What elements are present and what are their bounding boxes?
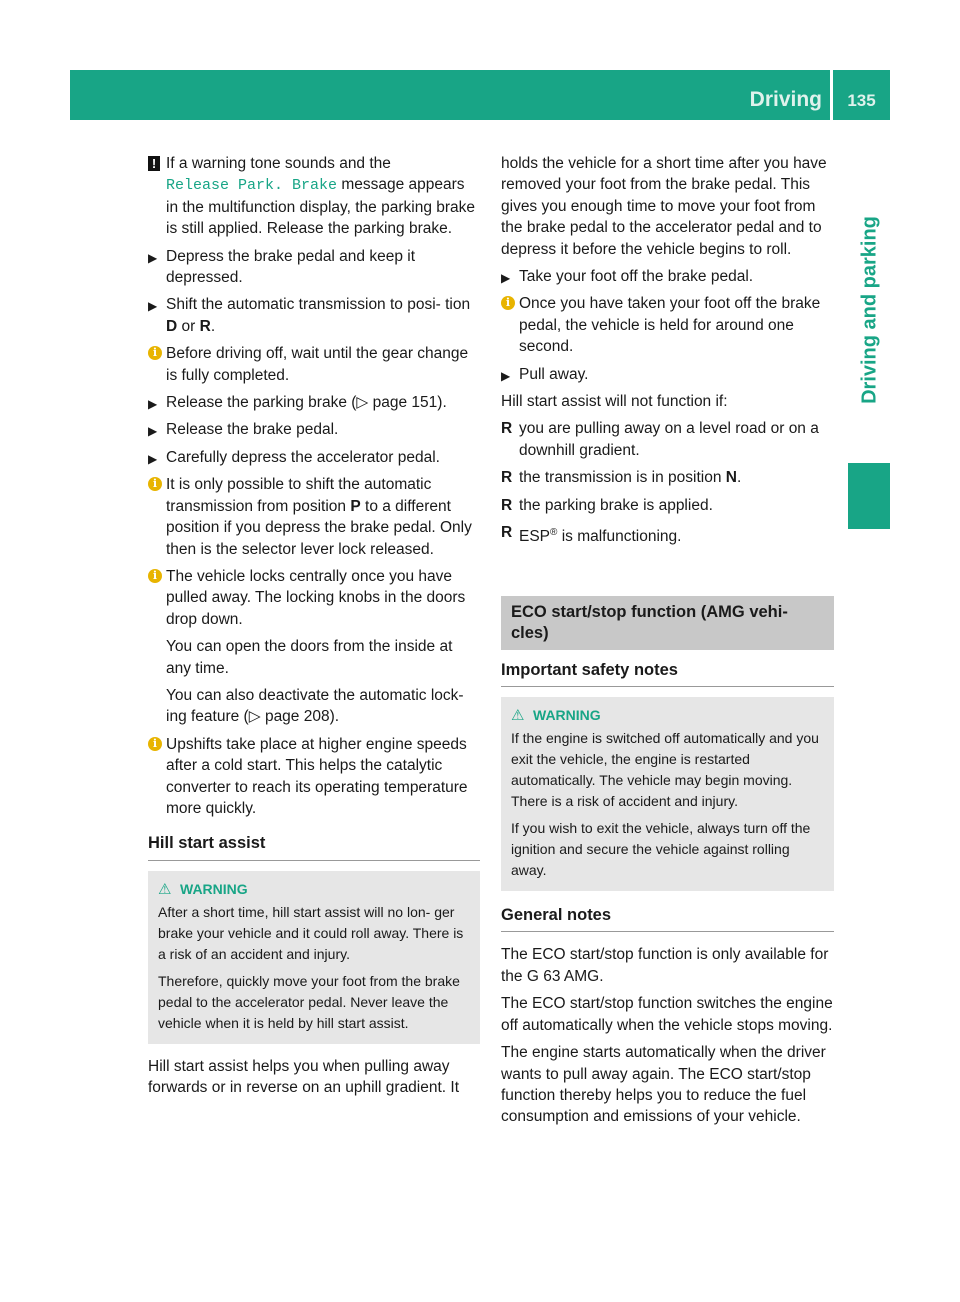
heading-hill-start-assist: Hill start assist <box>148 833 480 860</box>
step: ▶ Release the parking brake (▷ page 151). <box>148 392 480 413</box>
side-tab <box>820 185 920 435</box>
info-icon: i <box>148 346 162 360</box>
bullet-icon: R <box>501 496 513 514</box>
note-warning-tone: ! If a warning tone sounds and the Release Park. Brake message appears in the multifunction display, the parking brake is still applied. Release the parking brake. <box>148 153 480 240</box>
step: ▶ Depress the brake pedal and keep it depressed. <box>148 247 416 287</box>
page-reference[interactable]: ▷ page 151). <box>356 394 447 412</box>
step: ▶ Pull away. <box>501 364 834 385</box>
warning-box: ⚠ WARNING After a short time, hill start assist will no lon- ger brake your vehicle and it could roll away. There is a risk of an accident and injury. Therefore, quickly move your foot from the brake pedal to the accelerator pedal. Never leave the vehicle when it is held by hill start assist. <box>148 871 480 1044</box>
step-arrow-icon: ▶ <box>148 424 158 439</box>
info-icon: i <box>501 296 515 310</box>
page-number: 135 <box>847 91 876 110</box>
info-note: i It is only possible to shift the automatic transmission from position P to a different position if you depress the brake pedal. Only then is the selector lever lock released. <box>148 474 480 560</box>
step: ▶ Carefully depress the accelerator pedal. <box>148 447 480 468</box>
step-arrow-icon: ▶ <box>501 271 511 286</box>
heading-eco-start-stop: ECO start/stop function (AMG vehi- cles) <box>501 596 834 650</box>
bullet-item: R the parking brake is applied. <box>501 495 834 516</box>
left-column <box>148 153 480 1105</box>
step: ▶ Release the brake pedal. <box>148 419 480 440</box>
step-arrow-icon: ▶ <box>501 368 511 383</box>
heading-safety-notes: Important safety notes <box>501 660 834 687</box>
display-message: Release Park. Brake <box>166 177 338 195</box>
warning-triangle-icon: ⚠ <box>511 707 525 725</box>
bullet-icon: R <box>501 524 513 542</box>
info-note: i Before driving off, wait until the gear change is fully completed. <box>148 343 480 386</box>
step-arrow-icon: ▶ <box>148 451 158 466</box>
body-text: Hill start assist will not function if: <box>501 393 728 411</box>
info-note: i The vehicle locks centrally once you have pulled away. The locking knobs in the doors drop down. You can open the doors from the inside at any time. You can also deactivate the automatic lock- ing feature (▷ page 208). <box>148 566 480 728</box>
step-arrow-icon: ▶ <box>148 397 158 412</box>
exclamation-icon: ! <box>148 156 160 171</box>
bullet-icon: R <box>501 420 513 438</box>
page-reference[interactable]: ▷ page 208). <box>248 708 340 726</box>
warning-title: ⚠ WARNING <box>511 707 601 725</box>
info-icon: i <box>148 569 162 583</box>
step: ▶ Take your foot off the brake pedal. <box>501 266 834 287</box>
info-icon: i <box>148 737 162 751</box>
step: ▶ Shift the automatic transmission to posi- tion D or R. <box>148 296 471 335</box>
right-column <box>501 153 834 1134</box>
section-title: Driving <box>749 88 822 111</box>
info-note: i Once you have taken your foot off the brake pedal, the vehicle is held for around one second. <box>501 293 834 357</box>
body-text: Hill start assist helps you when pulling away forwards or in reverse on an uphill gradient. It <box>148 1057 460 1097</box>
warning-box: ⚠ WARNING If the engine is switched off automatically and you exit the vehicle, the engine is restarted automatically. The vehicle may begin moving. There is a risk of accident and injury. If you wish to exit the vehicle, always turn off the ignition and secure the vehicle against rolling away. <box>501 697 834 891</box>
step-arrow-icon: ▶ <box>148 299 158 314</box>
heading-general-notes: General notes <box>501 905 834 932</box>
side-tab-marker <box>848 463 890 529</box>
bullet-item: R you are pulling away on a level road or on a downhill gradient. <box>501 420 819 459</box>
warning-title: ⚠ WARNING <box>158 880 248 898</box>
info-icon: i <box>148 477 162 491</box>
warning-triangle-icon: ⚠ <box>158 880 172 898</box>
body-text: holds the vehicle for a short time after you have removed your foot from the brake pedal. This gives you enough time to move your foot from the brake pedal to the accelerator pedal and to depress it before the vehicle begins to roll. <box>501 155 827 258</box>
body-text: The ECO start/stop function is only available for the G 63 AMG. <box>501 946 829 985</box>
info-note: i Upshifts take place at higher engine speeds after a cold start. This helps the catalytic converter to reach its operating temperature more quickly. <box>148 734 480 820</box>
bullet-item: R ESP® is malfunctioning. <box>501 524 682 546</box>
bullet-icon: R <box>501 469 513 487</box>
step-arrow-icon: ▶ <box>148 250 158 265</box>
side-tab-label: Driving and parking <box>858 216 881 404</box>
body-text: The engine starts automatically when the driver wants to pull away again. The ECO start/stop function thereby helps you to reduce the fuel consumption and emissions of your vehicle. <box>501 1044 826 1126</box>
page-header <box>70 70 890 120</box>
bullet-item: R the transmission is in position N. <box>501 467 834 488</box>
body-text: The ECO start/stop function switches the engine off automatically when the vehicle stops moving. <box>501 995 833 1034</box>
